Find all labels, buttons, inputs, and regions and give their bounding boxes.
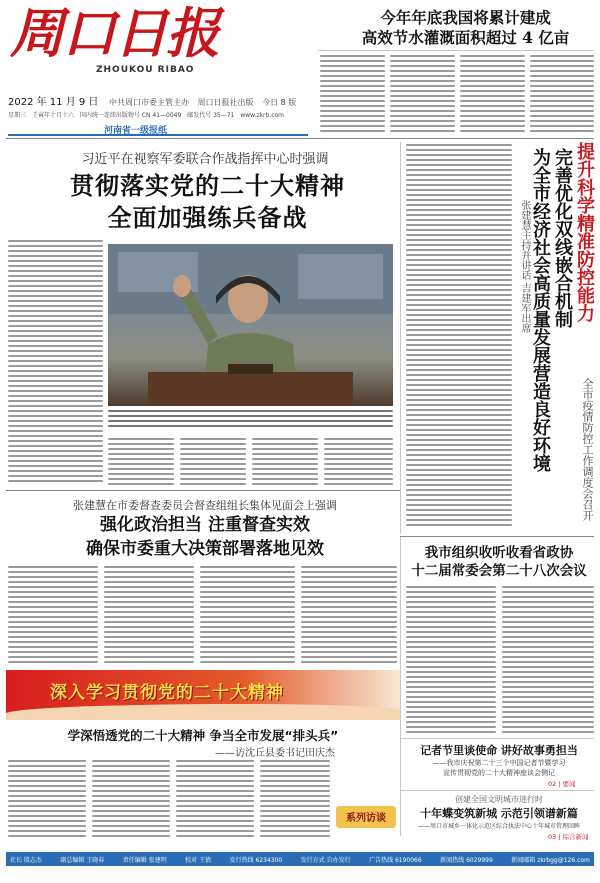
lead-kicker: 习近平在视察军委联合作战指挥中心时强调 [81,152,329,167]
top-story-body-1 [320,55,385,135]
right-story-headline-col1 [574,142,594,372]
banner-body-1 [8,760,86,840]
footer-item: 校对 王倩 [185,856,212,864]
second-body-1 [8,566,98,666]
footer-item: 发行热线 6234300 [229,856,283,864]
right-kicker-text: 全市疫情防控工作调度会召开 [581,378,594,521]
series-tag-text: 系列访谈 [346,813,386,824]
footer-item: 新闻邮箱 zkrbgg@126.com [511,856,590,864]
reporter-sub1: ——我市庆祝第二十三个中国记者节暨学习 [432,759,566,767]
second-body-2 [104,566,194,666]
top-story-body-4 [530,55,594,135]
footer-item: 发行方式 自办发行 [300,856,351,864]
web: www.zkrb.com [240,112,285,119]
footer-item: 副总编辑 王晓春 [60,856,105,864]
second-headline-line1: 强化政治担当 注重督查实效 [100,515,310,535]
lead-headline-line2: 全面加强练兵备战 [107,204,308,232]
top-story-headline [338,8,593,48]
lead-headline [20,170,395,234]
footer-item: 社长 殷志杰 [10,856,42,864]
second-body-3 [200,566,295,666]
lead-body-col4 [252,438,318,486]
masthead-pinyin: ZHOUKOU RIBAO [96,65,195,75]
second-kicker: 张建慧在市委督查委员会督查组组长集体见面会上强调 [73,499,337,512]
banner-body-2 [92,760,170,840]
lunar: 壬寅年十月十六 [31,112,74,119]
lead-body-col3 [180,438,246,486]
series-banner [6,670,400,720]
meeting-headline [404,544,594,580]
right-byline-text: 张建慧主持并讲话 吉建军出席 [519,200,530,334]
footer-item: 责任编辑 张建明 [122,856,167,864]
lead-photo [108,244,393,406]
masthead-logo [10,1,260,65]
right-headline-3: 为全市经济社会高质量发展营造良好环境 [530,148,551,472]
banner-title: 深入学习贯彻党的二十大精神 [50,683,284,703]
photo-figure [108,244,393,406]
cleanup-sub: ——周口市城乡一体化示范区综合执法中心十年城市管理回眸 [417,823,580,830]
right-story-headline-col2 [552,148,572,533]
pages: 今日 8 版 [262,98,297,107]
issue-date: 2022 年 11 月 9 日 [8,97,99,108]
publisher: 中共周口市委主管主办 [108,98,189,107]
top-story-body-3 [460,55,525,135]
weekday: 星期三 [8,112,27,119]
second-headline [10,513,400,561]
meeting-body-1 [406,586,496,736]
footer-bar [6,852,594,866]
right-story-headline-col3 [530,148,550,533]
lead-photo-caption [108,410,393,432]
footer-item: 新闻热线 6029999 [440,856,493,864]
logo-text: 周口日报 [10,1,218,65]
series-tag [336,806,396,828]
right-story-byline [516,200,530,333]
lead-body-left [8,240,103,485]
reporter-page-ref[interactable]: 02 | 要闻 [548,780,576,788]
cleanup-kicker: 创建全国文明城市进行时 [455,795,543,804]
right-story-body-1 [406,144,512,529]
cleanup-page-ref[interactable]: 03 | 综合新闻 [548,833,589,841]
tier-bar [8,122,308,136]
reporter-headline: 记者节里谈使命 讲好故事勇担当 [420,744,578,757]
meeting-line1: 我市组织收听收看省政协 [424,545,574,561]
reporter-sub2: 宣传贯彻党的二十大精神座谈会侧记 [443,769,555,777]
lead-body-col5 [324,438,393,486]
top-story-line2: 高效节水灌溉面积超过 4 亿亩 [361,28,570,47]
meeting-body-2 [502,586,594,736]
footer-item: 广告热线 6190066 [369,856,422,864]
right-story-kicker [577,378,593,538]
second-headline-line2: 确保市委重大决策部署落地见效 [86,539,324,559]
post-code: 邮发代号 35—71 [187,112,235,119]
masthead-info-row [8,98,308,108]
right-headline-2: 完善优化双线嵌合机制 [552,148,573,328]
top-story-body-2 [390,55,455,135]
banner-subtitle2: ——访沈丘县委书记田庆杰 [215,748,335,759]
banner-body-3 [176,760,254,840]
top-story-line1: 今年年底我国将累计建成 [380,8,551,27]
right-headline-1: 提升科学精准防控能力 [574,142,595,322]
banner-wave [6,704,400,720]
tier-label: 河南省一级报纸 [104,126,168,136]
lead-headline-line1: 贯彻落实党的二十大精神 [70,172,345,200]
banner-body-4 [260,760,330,840]
banner-subtitle: 学深悟透党的二十大精神 争当全市发展“排头兵” [67,728,339,743]
lead-body-col2 [108,438,174,486]
masthead-info-row2 [8,112,328,120]
cleanup-headline: 十年蝶变筑新城 示范引领谱新篇 [420,807,578,820]
site: 周口日报社出版 [197,98,254,107]
second-body-4 [301,566,397,666]
cn-code: 国内统一连续出版物号 CN 41—0049 [79,112,182,119]
meeting-line2: 十二届常委会第二十八次会议 [411,563,587,579]
